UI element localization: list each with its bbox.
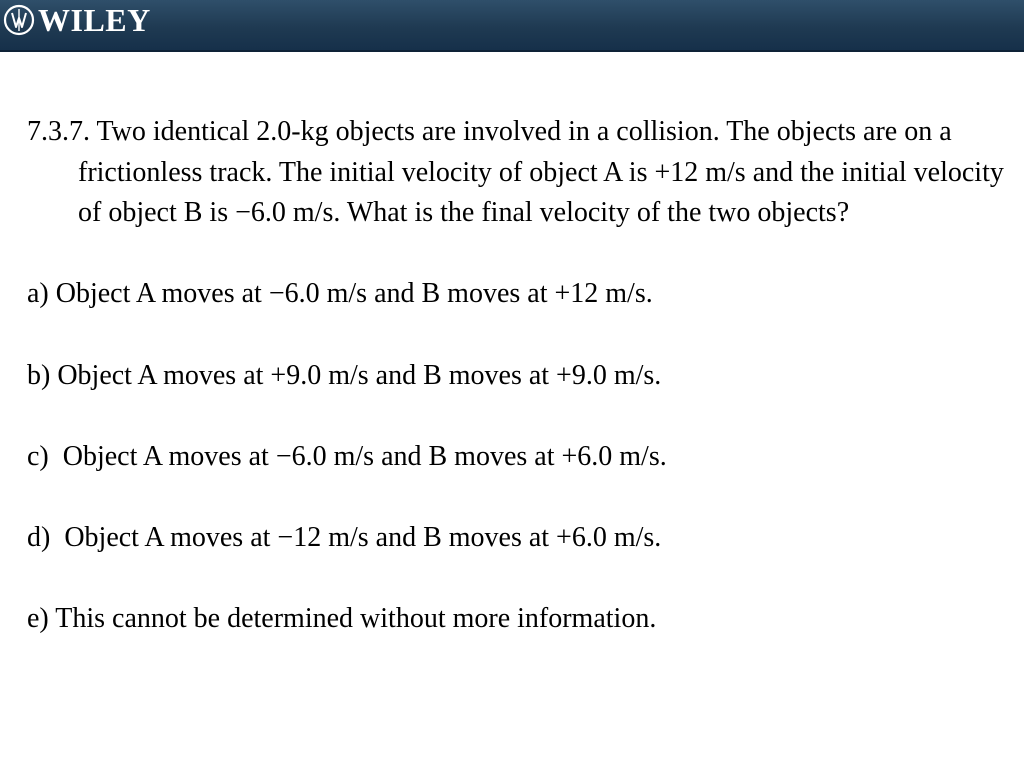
header-bar — [0, 0, 1024, 52]
answer-option-c: c) Object A moves at −6.0 m/s and B moves at +6.0 m/s. — [27, 440, 667, 472]
question-text: 7.3.7. Two identical 2.0-kg objects are involved in a collision. The objects are on a frictionless track. The initial velocity of object A is +12 m/s and the initial velocity of object B is −6.0 m/s. What is the final velocity of the two objects? — [27, 116, 1004, 229]
wiley-logo — [2, 2, 151, 38]
answer-option-a: a) Object A moves at −6.0 m/s and B moves at +12 m/s. — [27, 278, 653, 310]
logo-wordmark: WILEY — [38, 2, 151, 38]
answer-option-e: e) This cannot be determined without more information. — [27, 603, 657, 635]
wiley-seal-icon — [2, 3, 36, 37]
slide-content — [27, 112, 1007, 640]
answer-option-b: b) Object A moves at +9.0 m/s and B moves at +9.0 m/s. — [27, 359, 662, 391]
answer-option-d: d) Object A moves at −12 m/s and B moves at +6.0 m/s. — [27, 521, 662, 553]
